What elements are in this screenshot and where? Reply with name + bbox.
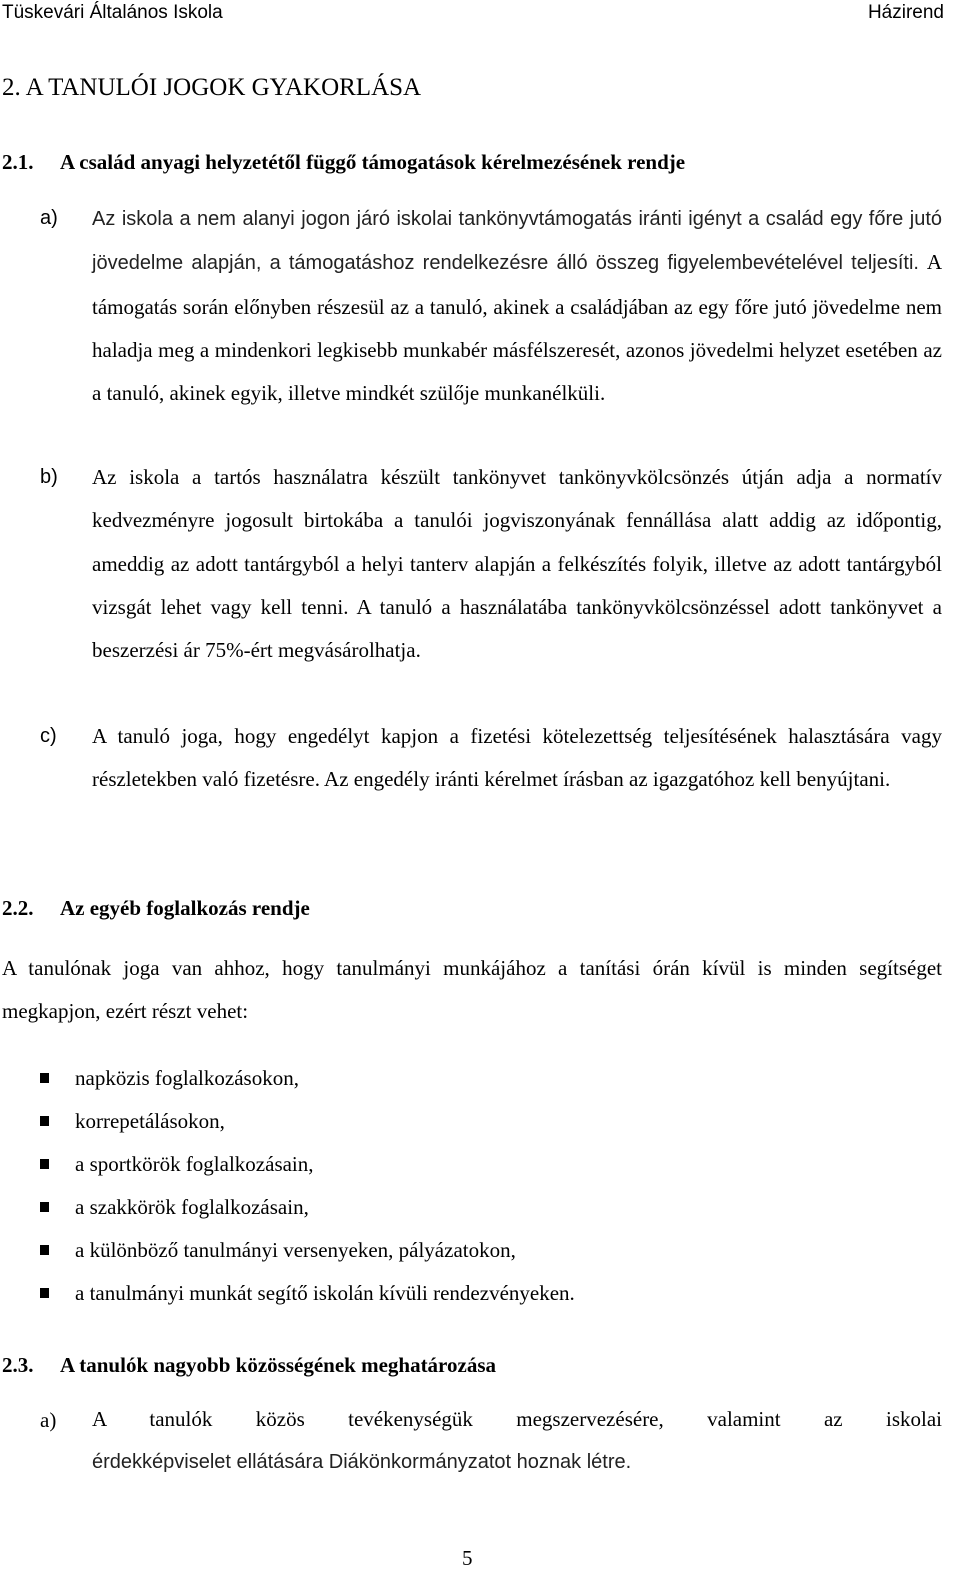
list-item-text: napközis foglalkozásokon,: [75, 1066, 299, 1090]
list-item-a: [92, 197, 942, 415]
list-item-b: Az iskola a tartós használatra készült tankönyvet tankönyvkölcsönzés útján adja a normatív kedvezményre jogosult birtokába a tanulói jogviszonyának fennállása alatt addig az időpontig, ameddig az adott tantárgyból a helyi tanterv alapján a felkészítés folyik, illetve az adott tantárgyból vizsgát lehet vagy kell tenni. A tanuló a használatába tankönyvkölcsönzéssel adott tankönyvet a beszerzési ár 75%-ért megvásárolhatja.: [92, 465, 942, 663]
page-number: 5: [462, 1546, 473, 1570]
square-bullet-icon: [40, 1245, 49, 1255]
square-bullet-icon: [40, 1159, 49, 1169]
section-heading-2-1: [2, 150, 942, 180]
list-item-text: a tanulmányi munkát segítő iskolán kívüli rendezvényeken.: [75, 1281, 575, 1305]
list-item-a-line-2: érdekképviselet ellátására Diákönkormányzatot hoznak létre.: [92, 1451, 632, 1473]
item-marker: a): [40, 207, 58, 229]
section-intro-paragraph: A tanulónak joga van ahhoz, hogy tanulmányi munkájához a tanítási órán kívül is minden segítséget megkapjon, ezért részt vehet:: [2, 956, 942, 1024]
section-title: Az egyéb foglalkozás rendje: [60, 896, 310, 920]
list-item-text: korrepetálásokon,: [75, 1109, 225, 1133]
chapter-title: 2. A TANULÓI JOGOK GYAKORLÁSA: [2, 74, 422, 101]
list-item-text: a sportkörök foglalkozásain,: [75, 1152, 314, 1176]
section-number: 2.3.: [2, 1353, 34, 1377]
section-heading-2-3: [2, 1353, 942, 1383]
item-text-serif: A támogatás során előnyben részesül az a tanuló, akinek a családjában az egy főre jutó jövedelme nem haladja meg a mindenkori legkisebb munkabér másfélszeresét, azonos jövedelmi helyzet esetében az a tanuló, akinek egyik, illetve mindkét szülője munkanélküli.: [92, 250, 943, 406]
header-school-name: Tüskevári Általános Iskola: [2, 2, 223, 23]
section-number: 2.1.: [2, 150, 34, 174]
item-marker: c): [40, 725, 57, 747]
square-bullet-icon: [40, 1073, 49, 1083]
page-header: [0, 0, 944, 30]
item-marker: a): [40, 1408, 57, 1432]
square-bullet-icon: [40, 1202, 49, 1212]
section-title: A tanulók nagyobb közösségének meghatározása: [60, 1353, 496, 1377]
list-item-c: A tanuló joga, hogy engedélyt kapjon a fizetési kötelezettség teljesítésének halasztására vagy részletekben való fizetésre. Az engedély iránti kérelmet írásban az igazgatóhoz kell benyújtani.: [92, 724, 942, 792]
square-bullet-icon: [40, 1288, 49, 1298]
header-document-title: Házirend: [867, 2, 944, 23]
section-heading-2-2: [2, 896, 942, 926]
item-text-sans: Az iskola a nem alanyi jogon járó iskolai tankönyvtámogatás iránti igényt a család egy főre jutó jövedelme alapján, a támogatáshoz rendelkezésre álló összeg figyelembevételével teljesíti.: [92, 208, 942, 275]
item-marker: b): [40, 466, 58, 488]
list-item-text: a különböző tanulmányi versenyeken, pályázatokon,: [75, 1238, 516, 1262]
section-title: A család anyagi helyzetétől függő támogatások kérelmezésének rendje: [60, 150, 686, 174]
section-number: 2.2.: [2, 896, 34, 920]
list-item-a-line-1: A tanulók közös tevékenységük megszervezésére, valamint az iskolai: [92, 1407, 942, 1431]
list-item-text: a szakkörök foglalkozásain,: [75, 1195, 309, 1219]
square-bullet-icon: [40, 1116, 49, 1126]
